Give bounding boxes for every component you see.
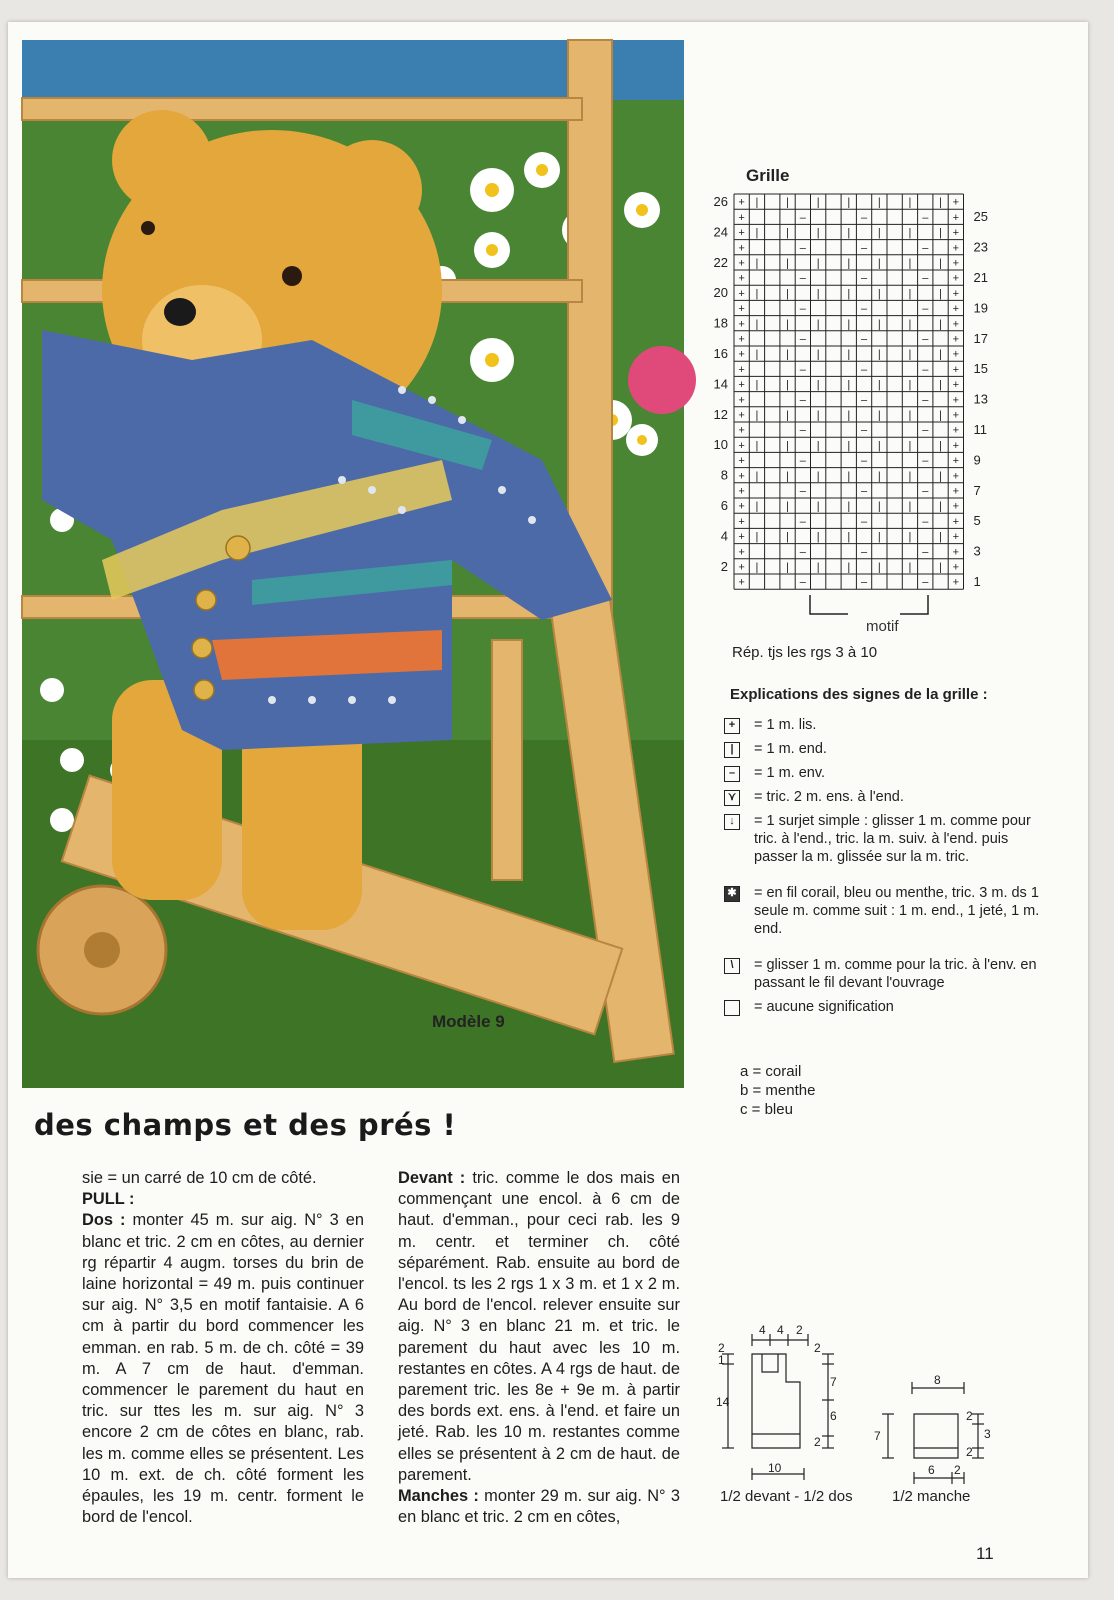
grid-stitch-symbol: | xyxy=(755,257,759,270)
grid-stitch-symbol: + xyxy=(738,196,745,209)
grid-stitch-symbol: + xyxy=(952,409,960,422)
grid-stitch-symbol: | xyxy=(939,470,942,483)
color-a: a = corail xyxy=(740,1063,802,1080)
grid-stitch-symbol: + xyxy=(738,227,745,240)
grid-stitch-symbol: | xyxy=(877,379,881,392)
page-number: 11 xyxy=(976,1544,994,1563)
grid-stitch-symbol: | xyxy=(816,227,820,240)
dim-front-bottom: 10 xyxy=(768,1461,782,1475)
photo-caption: Modèle 9 xyxy=(432,1012,505,1031)
grid-stitch-symbol: | xyxy=(816,500,820,513)
dash-symbol-icon: – xyxy=(724,766,740,782)
grid-stitch-symbol: | xyxy=(847,196,851,209)
grid-stitch-symbol: + xyxy=(738,257,745,270)
grid-stitch-symbol: + xyxy=(738,242,745,255)
grid-stitch-symbol: – xyxy=(799,576,806,589)
grid-stitch-symbol: + xyxy=(738,546,745,559)
grid-stitch-symbol: | xyxy=(755,561,759,574)
grid-stitch-symbol: – xyxy=(799,455,806,468)
grid-stitch-symbol: – xyxy=(799,546,806,559)
photo-illustration xyxy=(22,40,684,1088)
grid-stitch-symbol: + xyxy=(952,348,960,361)
grid-stitch-symbol: | xyxy=(877,257,881,270)
grid-stitch-symbol: + xyxy=(952,257,960,270)
text-column-1: sie = un carré de 10 cm de côté. PULL : Dos : monter 45 m. sur aig. N° 3 en blanc et tric. 2 cm en côtes, au dernier rg répartir 4 augm. torses du brin de laine horizontal = 49 m. puis continuer sur aig. N° 3,5 en motif fantaisie. A 6 cm à partir du bord commencer les emman. en rab. 5 m. de ch. côté = 39 m. A 7 cm de haut. d'emman. commencer le parement du haut en tric. sur ttes les m. sur aig. N° 3 encore 2 cm de côtes en blanc, rab. les m. comme elles se présentent. Les 10 m. ext. de ch. côté forment les épaules, les 19 m. centr. forment le bord de l'encol. xyxy=(82,1169,364,1527)
dim-front-right-3: 6 xyxy=(830,1409,837,1423)
grid-stitch-symbol: + xyxy=(952,242,960,255)
grid-stitch-symbol: + xyxy=(952,227,960,240)
row-number-left: 6 xyxy=(720,498,728,513)
plus-symbol-icon: + xyxy=(724,718,740,734)
legend-item-bobble: ✱ = en fil corail, bleu ou menthe, tric. 3 m. ds 1 seule m. comme suit : 1 m. end., 1 jeté, 1 m. end. xyxy=(724,884,1044,938)
repeat-note: Rép. tjs les rgs 3 à 10 xyxy=(732,644,878,661)
row-number-right: 15 xyxy=(973,361,988,377)
grid-stitch-symbol: | xyxy=(755,470,759,483)
grid-stitch-symbol: | xyxy=(939,379,942,392)
grid-stitch-symbol: – xyxy=(922,546,929,559)
front-back-label: 1/2 devant - 1/2 dos xyxy=(720,1488,853,1505)
pull-heading: PULL : xyxy=(82,1190,135,1209)
grid-stitch-symbol: | xyxy=(847,379,851,392)
grid-stitch-symbol: – xyxy=(860,424,868,437)
grid-stitch-symbol: | xyxy=(908,227,912,240)
grid-stitch-symbol: + xyxy=(738,409,745,422)
grid-stitch-symbol: | xyxy=(847,439,851,452)
teddy-bear-photo xyxy=(22,40,684,1088)
manches-label: Manches : xyxy=(398,1487,479,1506)
grid-stitch-symbol: – xyxy=(860,485,868,498)
grid-stitch-symbol: | xyxy=(877,500,881,513)
empty-square-icon xyxy=(724,1000,740,1016)
row-number-right: 1 xyxy=(973,574,981,589)
grid-stitch-symbol: – xyxy=(922,363,929,376)
grid-stitch-symbol: | xyxy=(939,500,942,513)
grid-stitch-symbol: | xyxy=(786,196,789,209)
grid-stitch-symbol: – xyxy=(922,303,929,316)
grid-stitch-symbol: | xyxy=(847,287,851,300)
grid-stitch-symbol: + xyxy=(738,439,745,452)
grid-stitch-symbol: | xyxy=(939,196,942,209)
text-column-2: Devant : tric. comme le dos mais en commençant une encol. à 6 cm de haut. d'emman., pour ceci rab. les 9 m. centr. et terminer ch. côté séparément. Rab. ensuite au bord de l'encol. ts les 2 rgs 1 x 3 m. et 1 x 2 m. Au bord de l'encol. relever ensuite sur aig. N° 3 en blanc 21 m. et tric. le parement du haut avec les 10 m. restantes en côtes. A 4 rgs de haut. de parement tric. les 8e + 9e m. à partir des bords ext. ens. à l'end. et faire un jeté. Rab. les 10 m. restantes comme elles se présentent à 2 cm de haut. de parement. Manches : monter 29 m. sur aig. N° 3 en blanc et tric. 2 cm en côtes, xyxy=(398,1169,680,1527)
grid-stitch-symbol: | xyxy=(755,318,759,331)
grid-stitch-symbol: + xyxy=(738,470,745,483)
grid-stitch-symbol: | xyxy=(816,196,820,209)
grid-stitch-symbol: + xyxy=(738,333,745,346)
dim-sleeve-top: 8 xyxy=(934,1373,941,1387)
grid-stitch-symbol: | xyxy=(877,196,881,209)
chart-title: Grille xyxy=(746,166,790,185)
grid-stitch-symbol: + xyxy=(738,303,745,316)
row-number-right: 5 xyxy=(973,513,981,529)
grid-stitch-symbol: | xyxy=(786,561,789,574)
grid-stitch-symbol: + xyxy=(952,333,960,346)
row-number-right: 21 xyxy=(973,270,988,285)
grid-stitch-symbol: | xyxy=(816,409,820,422)
grid-stitch-symbol: | xyxy=(847,531,851,544)
grid-stitch-symbol: – xyxy=(922,515,929,528)
grid-stitch-symbol: | xyxy=(786,500,789,513)
grid-stitch-symbol: + xyxy=(952,211,960,224)
grid-stitch-symbol: + xyxy=(738,318,745,331)
grid-stitch-symbol: + xyxy=(952,394,960,407)
row-number-right: 3 xyxy=(973,543,981,559)
grid-stitch-symbol: – xyxy=(799,363,806,376)
grid-stitch-symbol: | xyxy=(755,287,759,300)
dos-label: Dos : xyxy=(82,1211,126,1230)
grid-stitch-symbol: – xyxy=(922,394,929,407)
grid-stitch-symbol: | xyxy=(939,531,942,544)
grid-stitch-symbol: | xyxy=(939,348,942,361)
dim-front-top-1: 4 xyxy=(759,1323,766,1337)
grid-stitch-symbol: | xyxy=(939,287,942,300)
row-number-right: 25 xyxy=(973,209,988,225)
grid-stitch-symbol: | xyxy=(816,348,820,361)
grid-stitch-symbol: – xyxy=(799,211,806,224)
grid-stitch-symbol: + xyxy=(738,485,745,498)
grid-stitch-symbol: | xyxy=(877,409,881,422)
grid-stitch-symbol: – xyxy=(860,272,868,285)
arrow-down-symbol-icon: ↓ xyxy=(724,814,740,830)
grid-stitch-symbol: | xyxy=(877,561,881,574)
grid-stitch-symbol: – xyxy=(860,242,868,255)
dim-sleeve-left: 7 xyxy=(874,1429,881,1443)
grid-stitch-symbol: + xyxy=(738,531,745,544)
grid-stitch-symbol: + xyxy=(952,515,960,528)
grid-stitch-symbol: – xyxy=(799,333,806,346)
grid-stitch-symbol: | xyxy=(847,227,851,240)
grid-stitch-symbol: | xyxy=(908,196,912,209)
grid-stitch-symbol: | xyxy=(877,531,881,544)
grid-stitch-symbol: | xyxy=(908,470,912,483)
grid-stitch-symbol: | xyxy=(755,227,759,240)
grid-stitch-symbol: + xyxy=(952,424,960,437)
dim-sleeve-right-2: 3 xyxy=(984,1427,991,1441)
grid-stitch-symbol: – xyxy=(860,303,868,316)
grid-stitch-symbol: + xyxy=(738,272,745,285)
grid-stitch-symbol: | xyxy=(755,439,759,452)
motif-bracket-right xyxy=(900,595,928,614)
dim-front-left-2: 1 xyxy=(718,1353,725,1367)
dim-sleeve-bottom-1: 6 xyxy=(928,1463,935,1477)
grid-stitch-symbol: | xyxy=(786,348,789,361)
grid-stitch-symbol: – xyxy=(860,515,868,528)
dim-front-right-4: 2 xyxy=(814,1435,821,1449)
bar-symbol-icon: | xyxy=(724,742,740,758)
color-key xyxy=(740,1062,815,1119)
grid-stitch-symbol: – xyxy=(922,242,929,255)
grid-stitch-symbol: + xyxy=(738,287,745,300)
grid-stitch-symbol: | xyxy=(908,531,912,544)
grid-stitch-symbol: – xyxy=(860,455,868,468)
neckline xyxy=(762,1354,778,1372)
grid-stitch-symbol: | xyxy=(816,287,820,300)
grid-stitch-symbol: – xyxy=(922,455,929,468)
grid-stitch-symbol: | xyxy=(786,439,789,452)
row-number-left: 26 xyxy=(713,194,728,209)
row-number-right: 11 xyxy=(973,422,987,437)
grid-stitch-symbol: – xyxy=(860,211,868,224)
legend-item-knit: + = 1 m. lis. xyxy=(724,716,1044,734)
grid-stitch-symbol: – xyxy=(860,576,868,589)
row-number-right: 19 xyxy=(973,300,988,316)
grid-stitch-symbol: – xyxy=(922,333,929,346)
grid-stitch-symbol: + xyxy=(952,379,960,392)
dim-front-right-2: 7 xyxy=(830,1375,837,1389)
grid-stitch-symbol: – xyxy=(860,333,868,346)
grid-stitch-symbol: | xyxy=(877,439,881,452)
grid-stitch-symbol: + xyxy=(952,576,960,589)
legend-item-reverse: – = 1 m. env. xyxy=(724,764,1044,782)
grid-stitch-symbol: + xyxy=(738,348,745,361)
grid-stitch-symbol: | xyxy=(877,318,881,331)
grid-stitch-symbol: | xyxy=(939,257,942,270)
row-number-left: 8 xyxy=(720,467,728,483)
grid-stitch-symbol: + xyxy=(952,303,960,316)
grid-stitch-symbol: – xyxy=(860,394,868,407)
legend-item-ssk: ↓ = 1 surjet simple : glisser 1 m. comme pour tric. à l'end., tric. la m. suiv. à l'end. puis passer la m. glissée sur la m. tric. xyxy=(724,812,1044,866)
row-number-right: 13 xyxy=(973,391,988,407)
grid-stitch-symbol: – xyxy=(922,272,929,285)
slip-symbol-icon: \ xyxy=(724,958,740,974)
row-number-left: 12 xyxy=(713,406,728,422)
grid-stitch-symbol: | xyxy=(877,348,881,361)
row-number-left: 14 xyxy=(713,376,728,392)
sleeve-label: 1/2 manche xyxy=(892,1488,971,1505)
grid-stitch-symbol: – xyxy=(799,515,806,528)
grid-stitch-symbol: + xyxy=(952,318,960,331)
garment-schematics xyxy=(718,1324,1018,1504)
knitting-chart xyxy=(713,192,1008,632)
grid-stitch-symbol: + xyxy=(738,379,745,392)
grid-stitch-symbol: – xyxy=(799,424,806,437)
grid-stitch-symbol: | xyxy=(847,348,851,361)
row-number-left: 4 xyxy=(720,528,728,544)
legend-item-purl: | = 1 m. end. xyxy=(724,740,1044,758)
grid-stitch-symbol: | xyxy=(908,287,912,300)
grid-stitch-symbol: – xyxy=(922,424,929,437)
legend-list xyxy=(724,716,1044,1022)
grid-stitch-symbol: – xyxy=(799,303,806,316)
grid-stitch-symbol: + xyxy=(738,455,745,468)
row-number-right: 23 xyxy=(973,239,988,255)
dim-front-right-1: 2 xyxy=(814,1341,821,1355)
grid-stitch-symbol: – xyxy=(922,485,929,498)
row-number-right: 7 xyxy=(973,482,981,498)
legend-item-slip: \ = glisser 1 m. comme pour la tric. à l'env. en passant le fil devant l'ouvrage xyxy=(724,956,1044,992)
grid-stitch-symbol: – xyxy=(799,394,806,407)
color-c: c = bleu xyxy=(740,1101,793,1118)
dim-front-top-2: 4 xyxy=(777,1323,784,1337)
grid-stitch-symbol: | xyxy=(877,470,881,483)
row-number-left: 24 xyxy=(713,224,728,240)
grid-stitch-symbol: | xyxy=(786,470,789,483)
row-number-left: 2 xyxy=(720,558,728,574)
grid-stitch-symbol: | xyxy=(816,318,820,331)
dim-front-left-1: 2 xyxy=(718,1341,725,1355)
grid-stitch-symbol: | xyxy=(786,227,789,240)
grid-stitch-symbol: | xyxy=(755,409,759,422)
legend-title: Explications des signes de la grille : xyxy=(730,686,988,703)
devant-label: Devant : xyxy=(398,1169,466,1187)
grid-stitch-symbol: | xyxy=(847,318,851,331)
grid-stitch-symbol: + xyxy=(952,196,960,209)
legend-item-k2tog: ⋎ = tric. 2 m. ens. à l'end. xyxy=(724,788,1044,806)
motif-bracket-left xyxy=(810,595,848,614)
grid-stitch-symbol: + xyxy=(952,439,960,452)
grid-stitch-symbol: | xyxy=(847,561,851,574)
grid-stitch-symbol: | xyxy=(786,379,789,392)
grid-stitch-symbol: + xyxy=(952,485,960,498)
grid-stitch-symbol: – xyxy=(922,211,929,224)
grid-stitch-symbol: | xyxy=(939,227,942,240)
dim-sleeve-bottom-2: 2 xyxy=(954,1463,961,1477)
grid-stitch-symbol: + xyxy=(952,561,960,574)
dim-front-top-3: 2 xyxy=(796,1323,803,1337)
grid-stitch-symbol: | xyxy=(755,500,759,513)
grid-stitch-symbol: | xyxy=(847,470,851,483)
grid-stitch-symbol: – xyxy=(799,242,806,255)
grid-stitch-symbol: | xyxy=(786,287,789,300)
grid-stitch-symbol: + xyxy=(952,455,960,468)
grid-stitch-symbol: | xyxy=(939,318,942,331)
grid-stitch-symbol: + xyxy=(738,363,745,376)
grid-stitch-symbol: + xyxy=(952,546,960,559)
color-b: b = menthe xyxy=(740,1082,816,1099)
motif-label: motif xyxy=(866,618,899,635)
grid-stitch-symbol: + xyxy=(952,363,960,376)
grid-stitch-symbol: – xyxy=(922,576,929,589)
grid-stitch-symbol: + xyxy=(952,287,960,300)
grid-stitch-symbol: – xyxy=(799,272,806,285)
row-number-left: 18 xyxy=(713,315,728,331)
grid-stitch-symbol: | xyxy=(786,531,789,544)
grid-stitch-symbol: + xyxy=(738,424,745,437)
grid-stitch-symbol: | xyxy=(908,409,912,422)
grid-stitch-symbol: + xyxy=(738,561,745,574)
section-heading: des champs et des prés ! xyxy=(34,1108,457,1142)
grid-stitch-symbol: | xyxy=(816,561,820,574)
grid-stitch-symbol: + xyxy=(738,576,745,589)
grid-stitch-symbol: | xyxy=(755,531,759,544)
grid-stitch-symbol: + xyxy=(738,394,745,407)
dim-sleeve-right-1: 2 xyxy=(966,1409,973,1423)
magazine-page xyxy=(8,22,1088,1578)
grid-stitch-symbol: | xyxy=(877,287,881,300)
grid-stitch-symbol: | xyxy=(877,227,881,240)
grid-stitch-symbol: | xyxy=(816,379,820,392)
legend-item-empty: = aucune signification xyxy=(724,998,1044,1016)
grid-stitch-symbol: + xyxy=(952,500,960,513)
grid-stitch-symbol: | xyxy=(755,196,759,209)
dim-sleeve-right-3: 2 xyxy=(966,1445,973,1459)
grid-stitch-symbol: | xyxy=(939,439,942,452)
row-number-right: 9 xyxy=(973,452,981,468)
grid-stitch-symbol: | xyxy=(786,409,789,422)
grid-stitch-symbol: | xyxy=(908,439,912,452)
sleeve-outline xyxy=(914,1414,958,1458)
grid-stitch-symbol: | xyxy=(816,531,820,544)
grid-stitch-symbol: – xyxy=(799,485,806,498)
grid-stitch-symbol: | xyxy=(755,348,759,361)
grid-stitch-symbol: | xyxy=(908,561,912,574)
grid-stitch-symbol: | xyxy=(755,379,759,392)
grid-stitch-symbol: + xyxy=(738,515,745,528)
grid-stitch-symbol: | xyxy=(939,409,942,422)
grid-stitch-symbol: | xyxy=(847,500,851,513)
row-number-left: 16 xyxy=(713,346,728,361)
grid-stitch-symbol: | xyxy=(847,409,851,422)
grid-stitch-symbol: | xyxy=(786,318,789,331)
grid-stitch-symbol: | xyxy=(908,348,912,361)
grid-stitch-symbol: | xyxy=(908,500,912,513)
row-number-left: 22 xyxy=(713,254,728,270)
k2tog-symbol-icon: ⋎ xyxy=(724,790,740,806)
grid-stitch-symbol: + xyxy=(738,500,745,513)
grid-stitch-symbol: | xyxy=(908,257,912,270)
grid-stitch-symbol: | xyxy=(786,257,789,270)
grid-stitch-symbol: + xyxy=(952,470,960,483)
grid-stitch-symbol: | xyxy=(816,257,820,270)
grid-stitch-symbol: | xyxy=(816,470,820,483)
grid-stitch-symbol: | xyxy=(908,379,912,392)
bobble-symbol-icon: ✱ xyxy=(724,886,740,902)
grid-stitch-symbol: + xyxy=(738,211,745,224)
row-number-right: 17 xyxy=(973,330,988,346)
grid-stitch-symbol: – xyxy=(860,546,868,559)
grid-stitch-symbol: | xyxy=(816,439,820,452)
grid-stitch-symbol: | xyxy=(908,318,912,331)
grid-stitch-symbol: + xyxy=(952,531,960,544)
grid-stitch-symbol: – xyxy=(860,363,868,376)
row-number-left: 10 xyxy=(713,437,728,453)
row-number-left: 20 xyxy=(713,285,728,301)
grid-stitch-symbol: | xyxy=(939,561,942,574)
grid-stitch-symbol: + xyxy=(952,272,960,285)
grid-stitch-symbol: | xyxy=(847,257,851,270)
dim-front-left-3: 14 xyxy=(716,1395,730,1409)
